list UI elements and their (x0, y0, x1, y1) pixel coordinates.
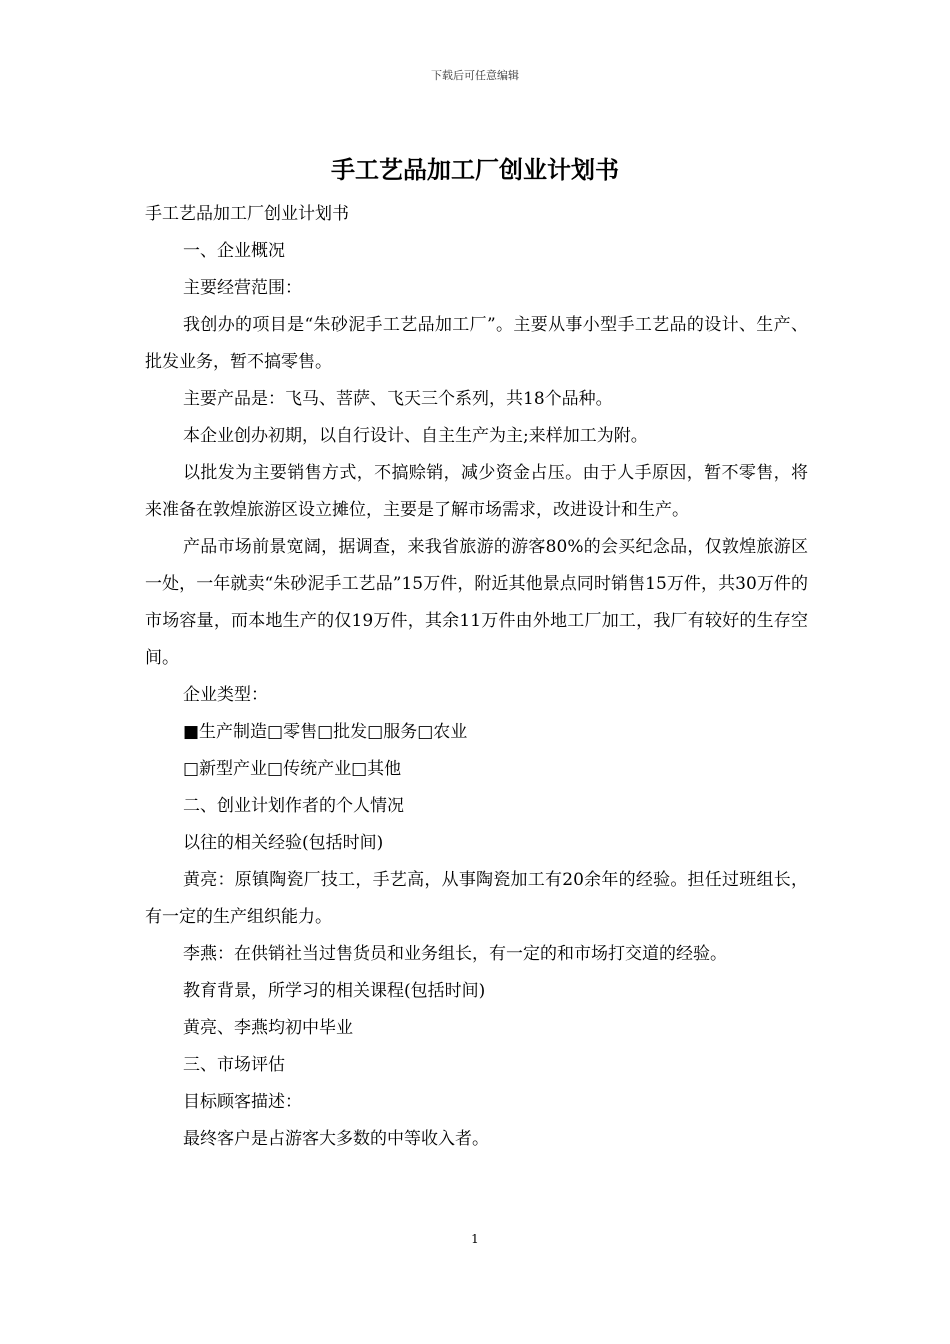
body-paragraph: 一、企业概况 (183, 241, 285, 261)
body-paragraph: 李燕：在供销社当过售货员和业务组长，有一定的和市场打交道的经验。 (183, 944, 727, 964)
body-paragraph: 黄亮：原镇陶瓷厂技工，手艺高，从事陶瓷加工有20余年的经验。担任过班组长，有一定的生产组织能力。 (145, 870, 808, 927)
body-paragraph: 我创办的项目是“朱砂泥手工艺品加工厂”。主要从事小型手工艺品的设计、生产、批发业务，暂不搞零售。 (145, 315, 808, 372)
body-paragraph: 教育背景，所学习的相关课程(包括时间) (183, 981, 486, 1001)
body-paragraph: 最终客户是占游客大多数的中等收入者。 (183, 1129, 489, 1149)
document-title: 手工艺品加工厂创业计划书 (331, 155, 619, 184)
document-body (145, 196, 808, 1158)
body-paragraph: 黄亮、李燕均初中毕业 (183, 1018, 353, 1038)
body-paragraph: 主要经营范围： (183, 278, 302, 298)
body-paragraph: 二、创业计划作者的个人情况 (183, 796, 404, 816)
body-paragraph: 主要产品是：飞马、菩萨、飞天三个系列，共18个品种。 (183, 389, 613, 409)
body-paragraph: □新型产业□传统产业□其他 (183, 759, 402, 779)
body-paragraph: 手工艺品加工厂创业计划书 (145, 204, 349, 224)
body-paragraph: 目标顾客描述： (183, 1092, 302, 1112)
page-number: 1 (471, 1232, 479, 1246)
body-paragraph: ■生产制造□零售□批发□服务□农业 (183, 722, 468, 742)
body-paragraph: 产品市场前景宽阔，据调查，来我省旅游的游客80%的会买纪念品，仅敦煌旅游区一处，一年就卖“朱砂泥手工艺品”15万件，附近其他景点同时销售15万件，共30万件的市场容量，而本地生产的仅19万件，其余11万件由外地工厂加工，我厂有较好的生存空间。 (145, 537, 808, 668)
body-paragraph: 三、市场评估 (183, 1055, 285, 1075)
body-paragraph: 本企业创办初期，以自行设计、自主生产为主;来样加工为附。 (183, 426, 648, 446)
body-paragraph: 以往的相关经验(包括时间) (183, 833, 384, 853)
body-paragraph: 企业类型： (183, 685, 268, 705)
page-header-note: 下载后可任意编辑 (431, 69, 519, 82)
body-paragraph: 以批发为主要销售方式，不搞赊销，减少资金占压。由于人手原因，暂不零售，将来准备在敦煌旅游区设立摊位，主要是了解市场需求，改进设计和生产。 (145, 463, 808, 520)
